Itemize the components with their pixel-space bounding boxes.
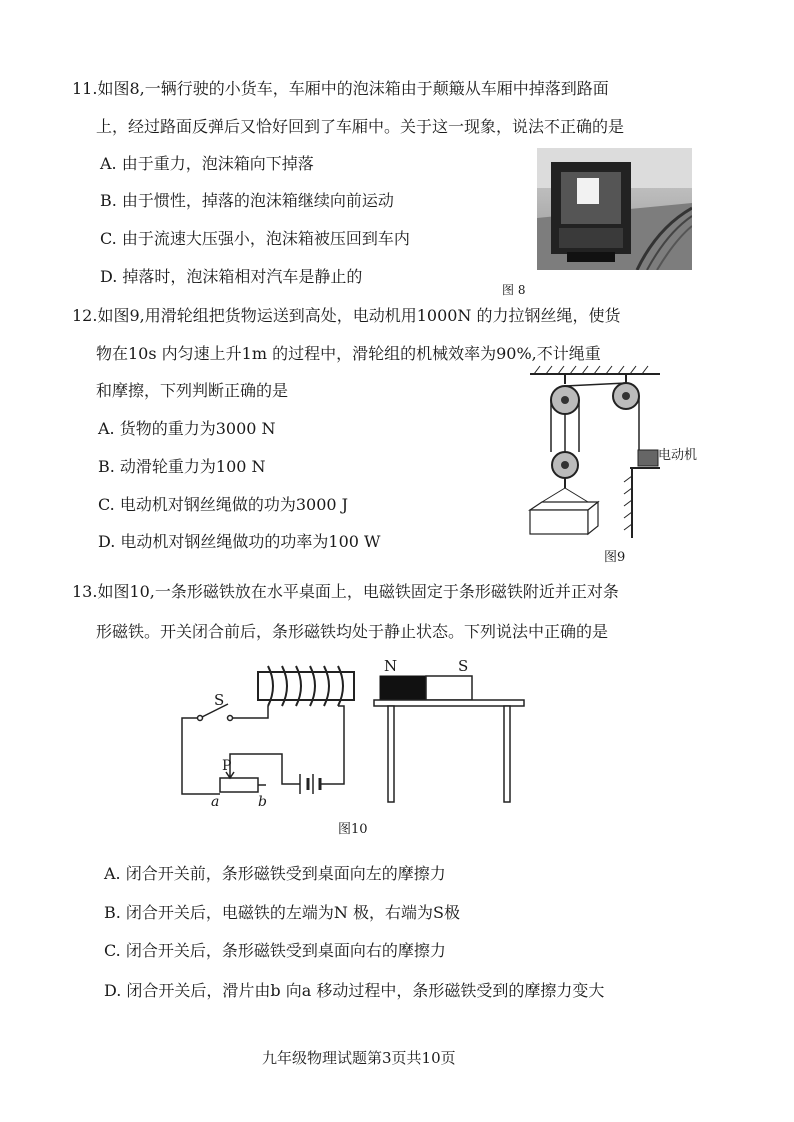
- q13-magnet-s-label: S: [458, 657, 469, 675]
- q13-circuit-diagram: [170, 658, 530, 808]
- q13-option-d: D. 闭合开关后，滑片由b 向a 移动过程中，条形磁铁受到的摩擦力变大: [104, 981, 605, 1000]
- q12-motor-label: 电动机: [658, 448, 698, 463]
- q13-switch-label: S: [214, 691, 225, 709]
- q13-magnet-n-label: N: [384, 657, 398, 675]
- q12-option-b: B. 动滑轮重力为100 N: [98, 457, 266, 476]
- q12-stem-line1: 12.如图9,用滑轮组把货物运送到高处，电动机用1000N 的力拉钢丝绳，使货: [72, 306, 621, 325]
- q12-stem-line3: 和摩擦，下列判断正确的是: [96, 381, 289, 400]
- q13-option-c: C. 闭合开关后，条形磁铁受到桌面向右的摩擦力: [104, 941, 446, 960]
- q13-figure-caption: 图10: [338, 822, 368, 837]
- q11-stem-line1: 11.如图8,一辆行驶的小货车，车厢中的泡沫箱由于颠簸从车厢中掉落到路面: [72, 79, 609, 98]
- q12-figure-caption: 图9: [604, 550, 626, 565]
- q11-stem-line2: 上，经过路面反弹后又恰好回到了车厢中。关于这一现象，说法不正确的是: [96, 117, 625, 136]
- q12-stem-line2: 物在10s 内匀速上升1m 的过程中，滑轮组的机械效率为90%,不计绳重: [96, 344, 601, 363]
- q12-option-d: D. 电动机对钢丝绳做功的功率为100 W: [98, 532, 381, 551]
- q13-stem-line1: 13.如图10,一条形磁铁放在水平桌面上，电磁铁固定于条形磁铁附近并正对条: [72, 582, 619, 601]
- q11-option-d: D. 掉落时，泡沫箱相对汽车是静止的: [100, 267, 363, 286]
- q13-rheostat-end-a: a: [211, 794, 220, 810]
- q13-stem-line2: 形磁铁。开关闭合前后，条形磁铁均处于静止状态。下列说法中正确的是: [96, 622, 609, 641]
- page-footer: 九年级物理试题第3页共10页: [262, 1049, 456, 1067]
- q13-option-b: B. 闭合开关后，电磁铁的左端为N 极，右端为S极: [104, 903, 460, 922]
- q11-option-a: A. 由于重力，泡沫箱向下掉落: [100, 154, 314, 173]
- q11-option-c: C. 由于流速大压强小，泡沫箱被压回到车内: [100, 229, 410, 248]
- q13-option-a: A. 闭合开关前，条形磁铁受到桌面向左的摩擦力: [104, 864, 446, 883]
- q13-slider-label: P: [222, 758, 232, 774]
- q12-option-a: A. 货物的重力为3000 N: [98, 419, 276, 438]
- q12-option-c: C. 电动机对钢丝绳做的功为3000 J: [98, 495, 349, 514]
- q11-figure-caption: 图 8: [502, 283, 526, 297]
- q11-truck-photo: [537, 148, 692, 270]
- q13-rheostat-end-b: b: [258, 794, 267, 810]
- q11-option-b: B. 由于惯性，掉落的泡沫箱继续向前运动: [100, 191, 394, 210]
